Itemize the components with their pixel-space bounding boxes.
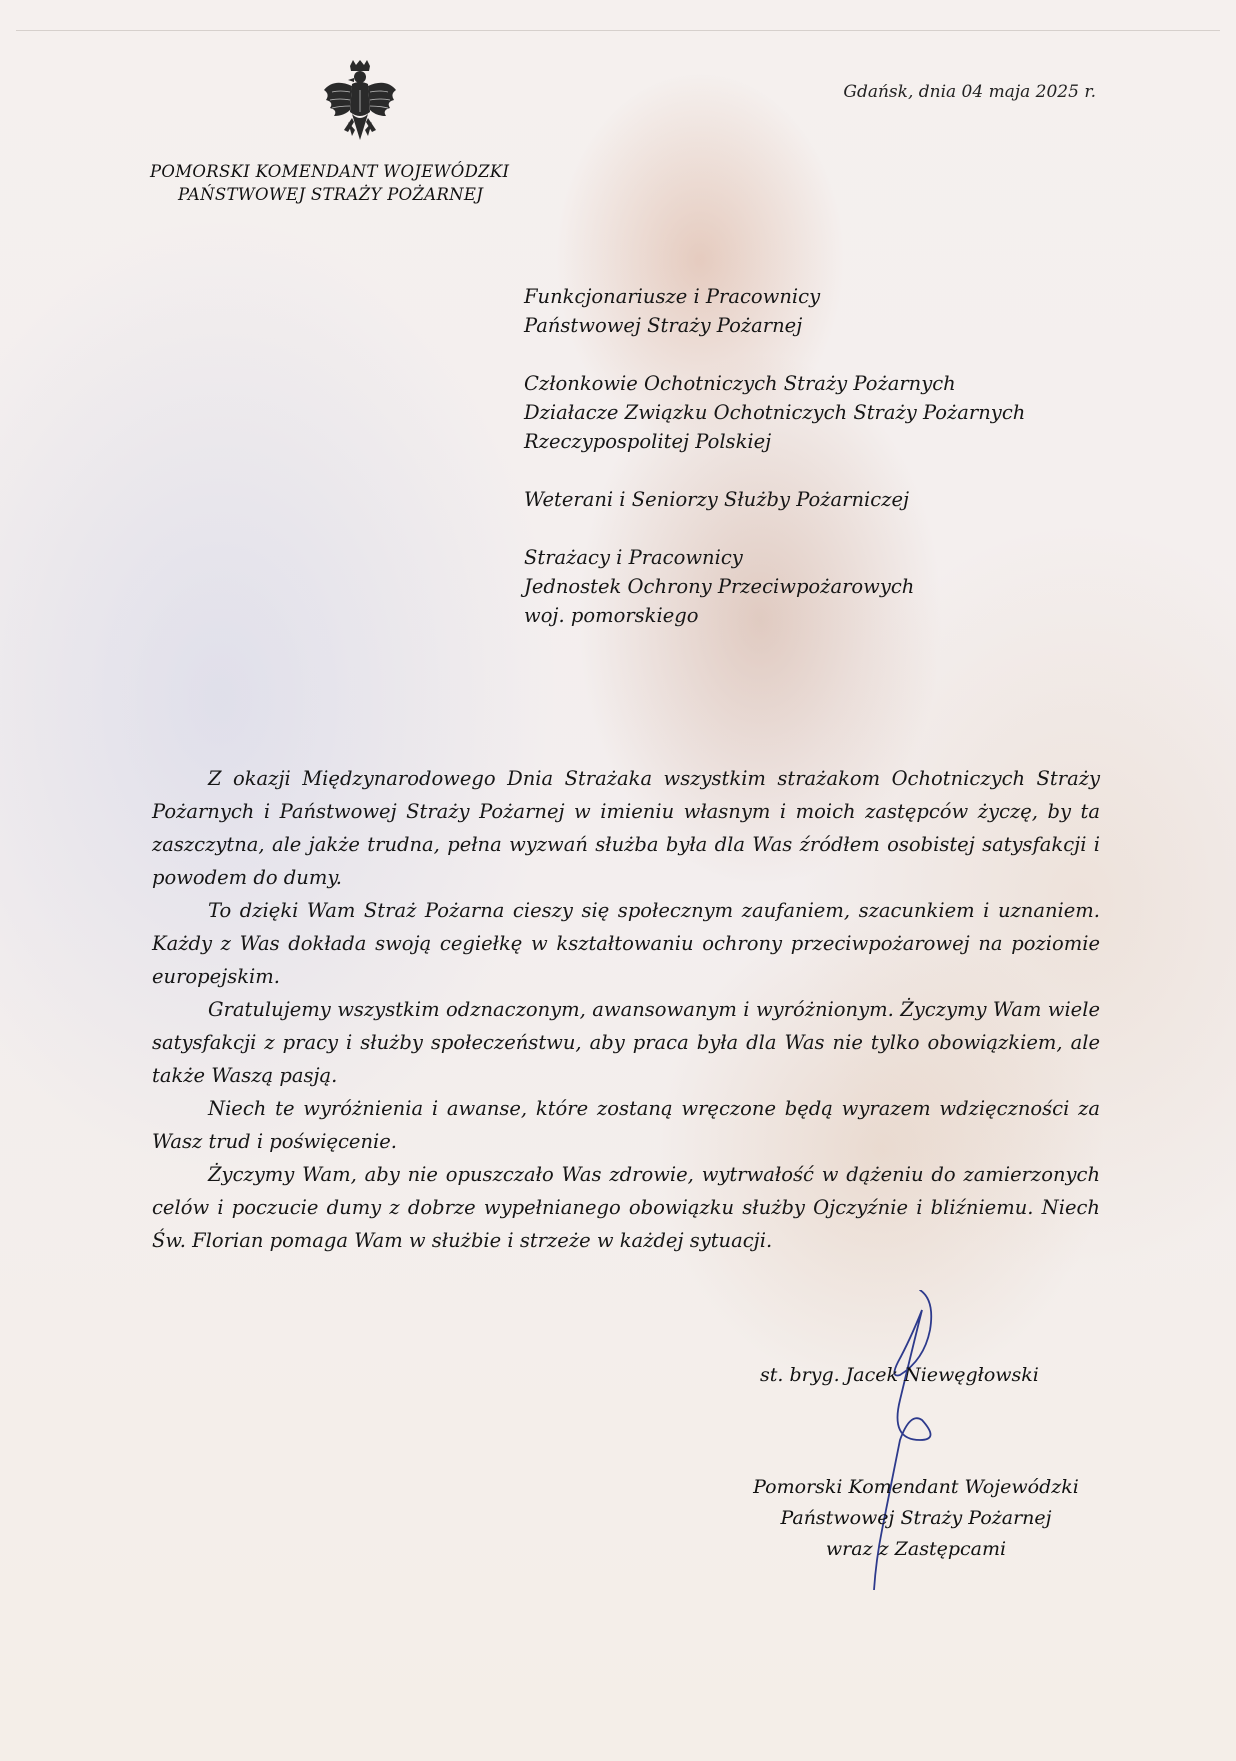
addressee-line: Działacze Związku Ochotniczych Straży Pożarnych (524, 401, 1026, 424)
addressee-block (524, 282, 1124, 659)
signer-title-line: wraz z Zastępcami (825, 1538, 1007, 1560)
issuer-line-1: POMORSKI KOMENDANT WOJEWÓDZKI (150, 162, 510, 181)
addressee-line: Strażacy i Pracownicy (524, 546, 743, 569)
issuer-organization (150, 162, 600, 204)
signer-title-line: Państwowej Straży Pożarnej (780, 1507, 1052, 1529)
addressee-group (524, 282, 1124, 340)
addressee-line: Funkcjonariusze i Pracownicy (524, 285, 821, 308)
addressee-line: Państwowej Straży Pożarnej (524, 314, 803, 337)
body-paragraph: Z okazji Międzynarodowego Dnia Strażaka wszystkim strażakom Ochotniczych Straży Pożarnych i Państwowej Straży Pożarnej w imieniu własnym i moich zastępców życzę, by ta zaszczytna, ale jakże trudna, pełna wyzwań służba była dla Was źródłem osobistej satysfakcji i powodem do dumy. (152, 767, 1100, 889)
addressee-line: woj. pomorskiego (524, 604, 699, 627)
top-border (16, 30, 1220, 31)
addressee-line: Weterani i Seniorzy Służby Pożarniczej (524, 488, 910, 511)
addressee-line: Jednostek Ochrony Przeciwpożarowych (524, 575, 915, 598)
addressee-group (524, 543, 1124, 630)
body-paragraph: To dzięki Wam Straż Pożarna cieszy się społecznym zaufaniem, szacunkiem i uznaniem. Każdy z Was dokłada swoją cegiełkę w kształtowaniu ochrony przeciwpożarowej na poziomie europejskim. (152, 899, 1100, 988)
signer-title (736, 1472, 1096, 1565)
body-paragraph: Gratulujemy wszystkim odznaczonym, awansowanym i wyróżnionym. Życzymy Wam wiele satysfakcji z pracy i służby społeczeństwu, aby praca była dla Was nie tylko obowiązkiem, ale także Waszą pasją. (152, 998, 1100, 1087)
addressee-line: Rzeczypospolitej Polskiej (524, 430, 772, 453)
signer-name: st. bryg. Jacek Niewęgłowski (760, 1364, 1039, 1386)
addressee-group (524, 369, 1124, 456)
addressee-line: Członkowie Ochotniczych Straży Pożarnych (524, 372, 956, 395)
letter-body (152, 762, 1100, 1257)
letter-date: Gdańsk, dnia 04 maja 2025 r. (843, 82, 1096, 102)
issuer-line-2: PAŃSTWOWEJ STRAŻY POŻARNEJ (178, 185, 484, 204)
addressee-group (524, 485, 1124, 514)
signer-title-line: Pomorski Komendant Wojewódzki (753, 1476, 1079, 1498)
body-paragraph: Niech te wyróżnienia i awanse, które zostaną wręczone będą wyrazem wdzięczności za Wasz trud i poświęcenie. (152, 1097, 1100, 1153)
body-paragraph: Życzymy Wam, aby nie opuszczało Was zdrowie, wytrwałość w dążeniu do zamierzonych celów i poczucie dumy z dobrze wypełnianego obowiązku służby Ojczyźnie i bliźniemu. Niech Św. Florian pomaga Wam w służbie i strzeże w każdej sytuacji. (152, 1163, 1100, 1252)
polish-eagle-emblem-icon (322, 60, 398, 156)
